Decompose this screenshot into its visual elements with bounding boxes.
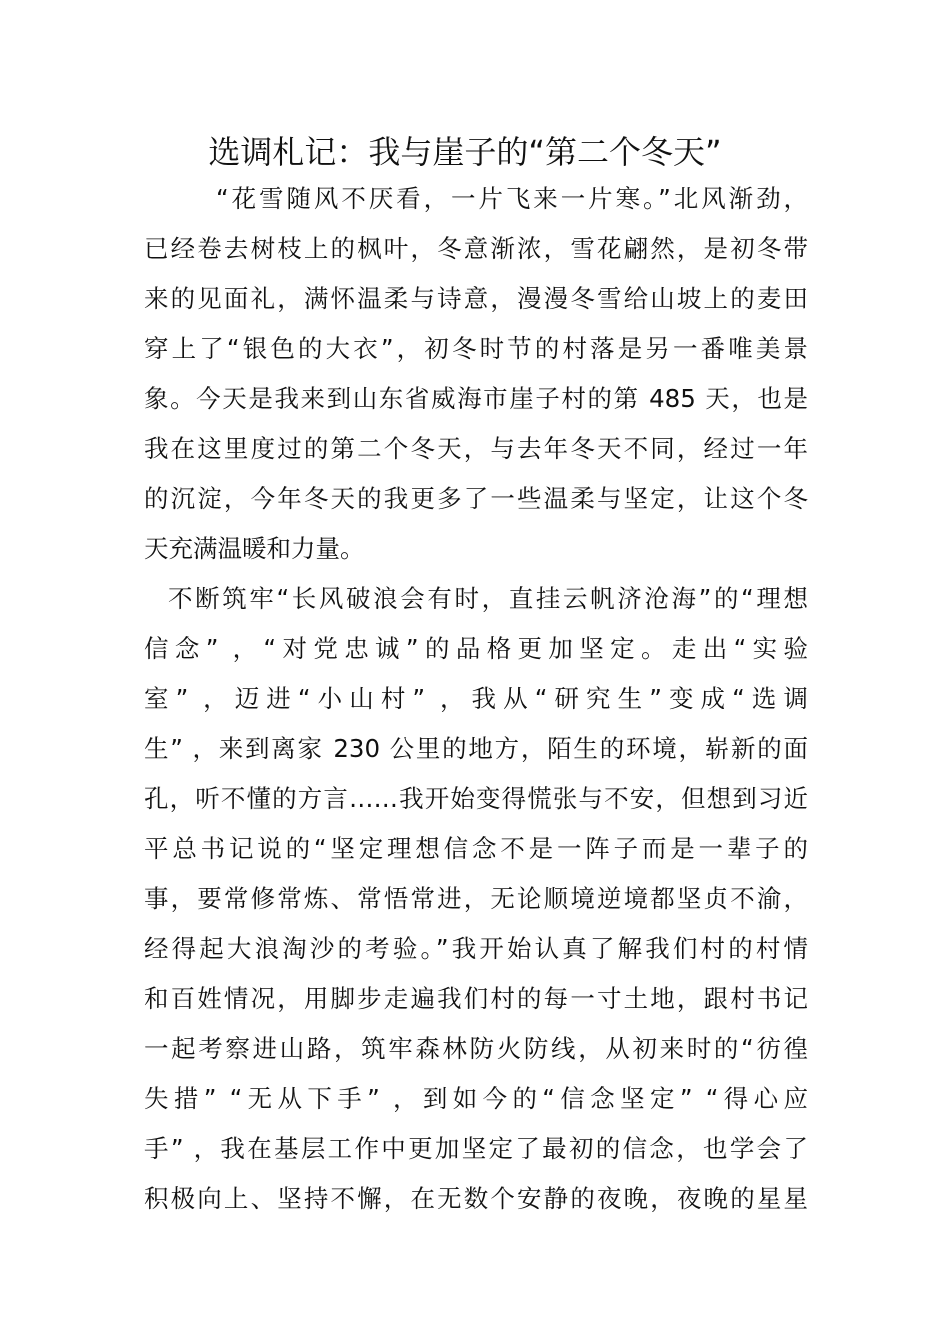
paragraph-line: 室” ，迈进“小山村” ，我从“研究生”变成“选调 <box>144 684 808 713</box>
paragraph-line: 已经卷去树枝上的枫叶，冬意渐浓，雪花翩然，是初冬带 <box>144 234 808 263</box>
paragraph-line: 失措” “无从下手” ，到如今的“信念坚定” “得心应 <box>144 1084 808 1113</box>
paragraph-line: 手” ，我在基层工作中更加坚定了最初的信念，也学会了 <box>144 1134 808 1163</box>
paragraph-line: 积极向上、坚持不懈，在无数个安静的夜晚，夜晚的星星 <box>144 1184 808 1213</box>
paragraph-line: 天充满温暖和力量。 <box>144 534 365 563</box>
paragraph-line: 和百姓情况，用脚步走遍我们村的每一寸土地，跟村书记 <box>144 984 808 1013</box>
paragraph-line: 事，要常修常炼、常悟常进，无论顺境逆境都坚贞不渝， <box>144 884 808 913</box>
paragraph-line: 平总书记说的“坚定理想信念不是一阵子而是一辈子的 <box>144 834 808 863</box>
paragraph-line: 象。今天是我来到山东省威海市崖子村的第 485 天，也是 <box>144 384 808 413</box>
paragraph-line: 我在这里度过的第二个冬天，与去年冬天不同，经过一年 <box>144 434 808 463</box>
paragraph-line: 信念” ，“对党忠诚”的品格更加坚定。走出“实验 <box>144 634 808 663</box>
paragraph-line: 一起考察进山路，筑牢森林防火防线，从初来时的“彷徨 <box>144 1034 808 1063</box>
paragraph-line: 穿上了“银色的大衣”，初冬时节的村落是另一番唯美景 <box>144 334 808 363</box>
paragraph-line: 不断筑牢“长风破浪会有时，直挂云帆济沧海”的“理想 <box>168 584 808 613</box>
paragraph-line: 经得起大浪淘沙的考验。”我开始认真了解我们村的村情 <box>144 934 808 963</box>
paragraph-line: 孔，听不懂的方言……我开始变得慌张与不安，但想到习近 <box>144 784 808 813</box>
paragraph-line: 来的见面礼，满怀温柔与诗意，漫漫冬雪给山坡上的麦田 <box>144 284 808 313</box>
paragraph-line: 生” ，来到离家 230 公里的地方，陌生的环境，崭新的面 <box>144 734 808 763</box>
paragraph-line: 的沉淀，今年冬天的我更多了一些温柔与坚定，让这个冬 <box>144 484 808 513</box>
document-title: 选调札记：我与崖子的“第二个冬天” <box>208 133 722 171</box>
paragraph-line: “花雪随风不厌看，一片飞来一片寒。”北风渐劲， <box>216 184 808 213</box>
